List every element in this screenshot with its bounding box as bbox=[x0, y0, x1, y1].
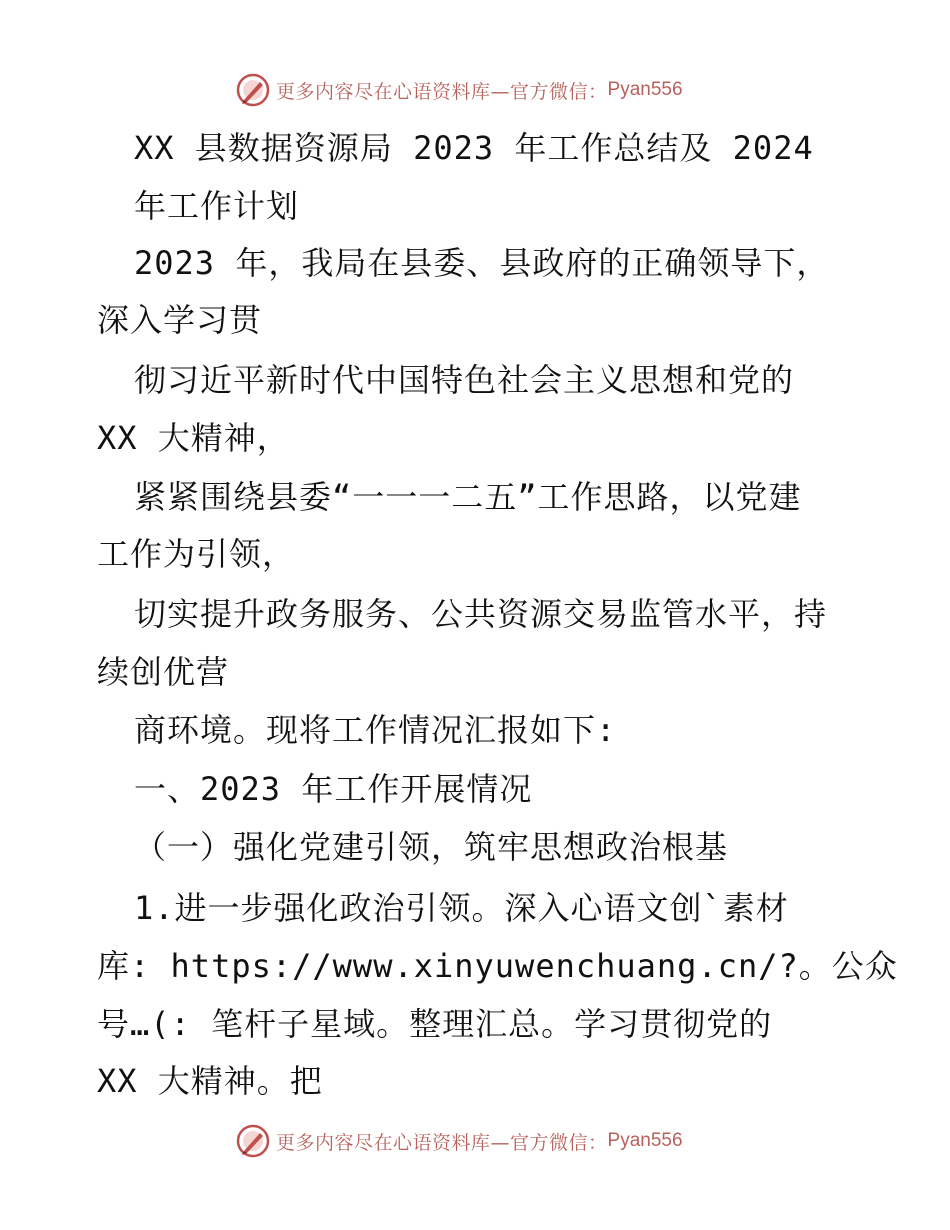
doc-text-line: 1.进一步强化政治引领。深入心语文创`素材 bbox=[134, 889, 789, 927]
doc-text-line: XX 大精神， bbox=[97, 419, 290, 457]
doc-text-line: 工作为引领， bbox=[97, 535, 296, 573]
doc-text-line: 切实提升政务服务、公共资源交易监管水平，持 bbox=[134, 595, 828, 633]
doc-title-line-2: 年工作计划 bbox=[134, 187, 300, 225]
watermark-text: 更多内容尽在心语资料库—官方微信： bbox=[276, 1131, 608, 1154]
pen-logo-icon bbox=[236, 73, 270, 107]
doc-text-line: 彻习近平新时代中国特色社会主义思想和党的 bbox=[134, 361, 795, 399]
doc-title-line-1: XX 县数据资源局 2023 年工作总结及 2024 bbox=[134, 129, 814, 167]
doc-text-line: 号…(: 笔杆子星域。整理汇总。学习贯彻党的 bbox=[97, 1005, 773, 1043]
header-watermark bbox=[236, 72, 683, 108]
doc-text-line: 深入学习贯 bbox=[97, 301, 263, 339]
footer-watermark bbox=[236, 1123, 683, 1159]
pen-logo-icon bbox=[236, 1124, 270, 1158]
doc-text-line: 续创优营 bbox=[97, 653, 230, 691]
doc-text-line: 2023 年，我局在县委、县政府的正确领导下， bbox=[134, 244, 830, 282]
doc-text-line: 紧紧围绕县委“一一一二五”工作思路，以党建 bbox=[134, 478, 802, 516]
subsection-heading: （一）强化党建引领，筑牢思想政治根基 bbox=[134, 828, 729, 866]
watermark-wechat-id: Pyan556 bbox=[607, 79, 683, 100]
watermark-text: 更多内容尽在心语资料库—官方微信： bbox=[276, 80, 608, 103]
section-heading: 一、2023 年工作开展情况 bbox=[134, 770, 533, 808]
doc-text-line: 库: https://www.xinyuwenchuang.cn/?。公众 bbox=[97, 947, 898, 985]
watermark-wechat-id: Pyan556 bbox=[607, 1130, 683, 1151]
doc-text-line: 商环境。现将工作情况汇报如下: bbox=[134, 711, 617, 749]
doc-text-line: XX 大精神。把 bbox=[97, 1062, 323, 1100]
